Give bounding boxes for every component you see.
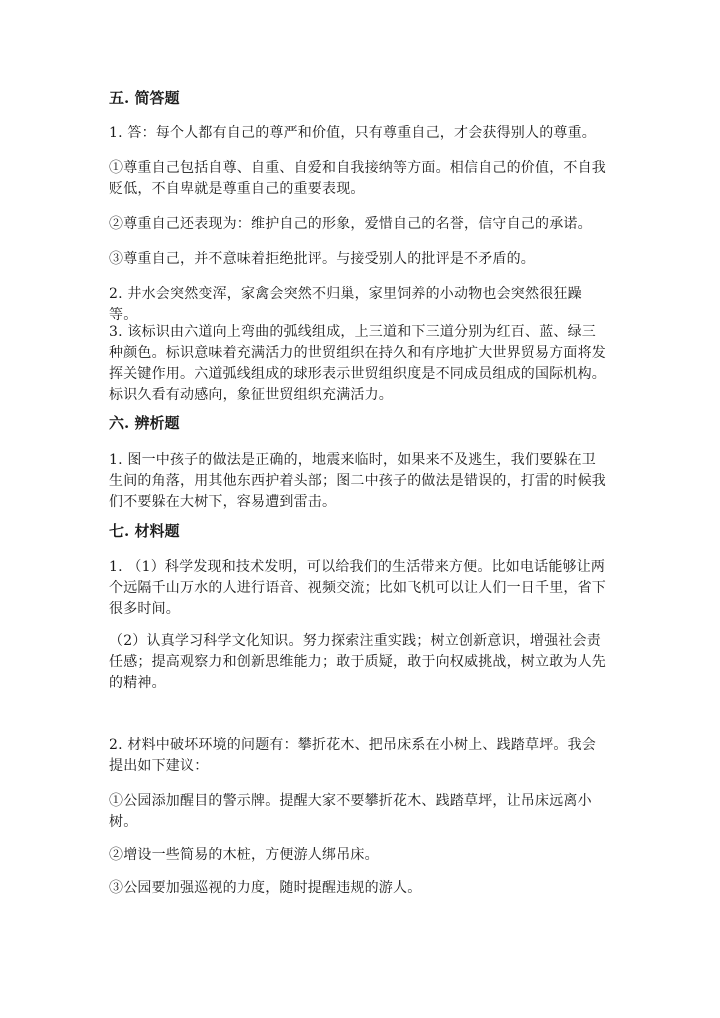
- answer-paragraph: 1. （1）科学发现和技术发明，可以给我们的生活带来方便。比如电话能够让两个远隔千山万水的人进行语音、视频交流；比如飞机可以让人们一日千里，省下很多时间。: [109, 559, 606, 617]
- answer-paragraph: 1. 答：每个人都有自己的尊严和价值，只有尊重自己，才会获得别人的尊重。: [109, 125, 597, 141]
- answer-paragraph: 2. 材料中破坏环境的问题有：攀折花木、把吊床系在小树上、践踏草坪。我会提出如下建议：: [109, 737, 597, 774]
- section-heading-analysis: 六. 辨析题: [109, 414, 180, 432]
- answer-paragraph: 2. 井水会突然变浑，家禽会突然不归巢，家里饲养的小动物也会突然很狂躁等。: [109, 286, 582, 323]
- answer-paragraph: 3. 该标识由六道向上弯曲的弧线组成，上三道和下三道分别为红百、蓝、绿三种颜色。标识意味着充满活力的世贸组织在持久和有序地扩大世界贸易方面将发挥关键作用。六道弧线组成的球形表示世贸组织度是不同成员组成的国际机构。标识久看有动感向，象征世贸组织充满活力。: [109, 324, 606, 403]
- answer-paragraph: ①公园添加醒目的警示牌。提醒大家不要攀折花木、践踏草坪，让吊床远离小树。: [109, 793, 592, 830]
- section-heading-material: 七. 材料题: [109, 522, 180, 540]
- answer-paragraph: ②增设一些简易的木桩，方便游人绑吊床。: [109, 847, 379, 863]
- answer-paragraph: ①尊重自己包括自尊、自重、自爱和自我接纳等方面。相信自己的价值，不自我贬低，不自卑就是尊重自己的重要表现。: [109, 160, 606, 197]
- answer-paragraph: ②尊重自己还表现为：维护自己的形象，爱惜自己的名誉，信守自己的承诺。: [109, 216, 592, 232]
- answer-paragraph: （2）认真学习科学文化知识。努力探索注重实践；树立创新意识，增强社会责任感；提高观察力和创新思维能力；敢于质疑，敢于向权威挑战，树立敢为人先的精神。: [109, 633, 606, 691]
- answer-paragraph: 1. 图一中孩子的做法是正确的，地震来临时，如果来不及逃生，我们要躲在卫生间的角落，用其他东西护着头部；图二中孩子的做法是错误的，打雷的时候我们不要躲在大树下，容易遭到雷击。: [109, 452, 606, 510]
- section-heading-short-answer: 五. 简答题: [109, 89, 180, 107]
- answer-paragraph: ③公园要加强巡视的力度，随时提醒违规的游人。: [109, 880, 422, 896]
- answer-paragraph: ③尊重自己，并不意味着拒绝批评。与接受别人的批评是不矛盾的。: [109, 251, 535, 267]
